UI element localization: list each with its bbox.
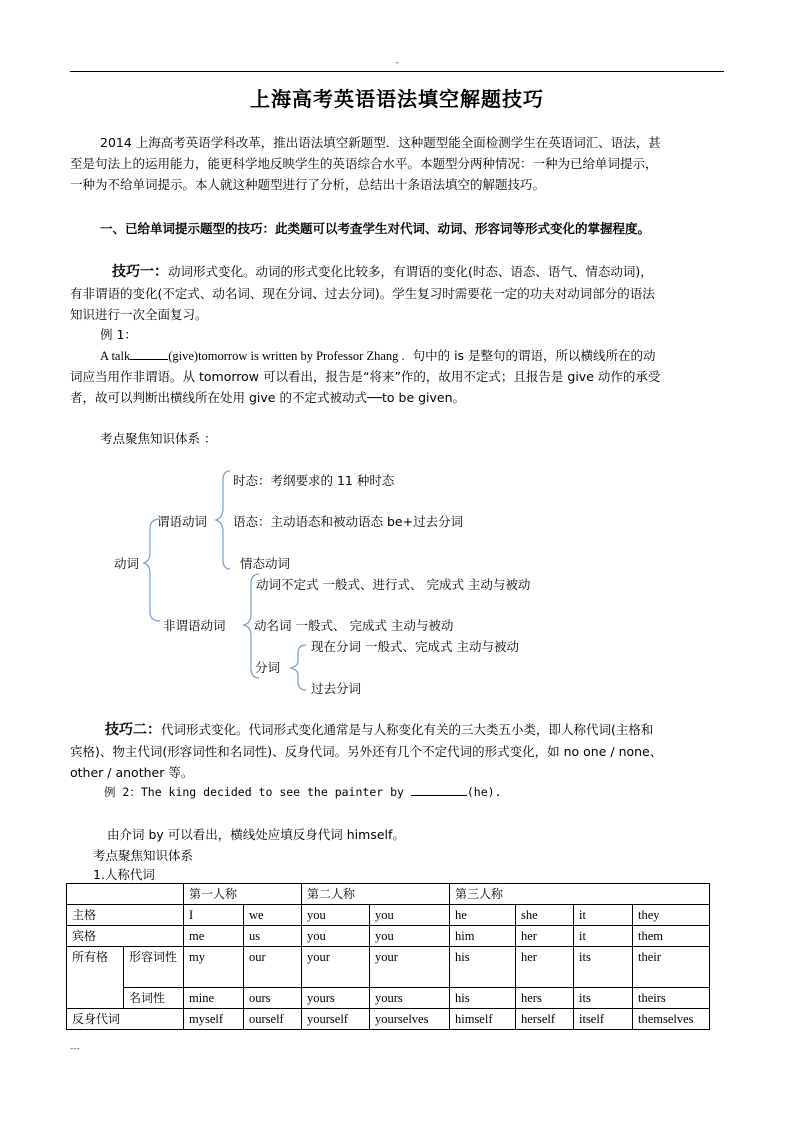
example-1-explain-1: 词应当用作非谓语。从 tomorrow 可以看出，报告是“将来”作的，故用不定式；且报告是 give 动作的承受 [70,369,661,384]
table-cell: her [516,947,574,988]
tip1-line-3: 知识进行一次全面复习。 [70,307,208,322]
table-cell: hers [516,988,574,1009]
table-cell: they [633,905,710,926]
table-cell: its [574,988,633,1009]
table-cell: herself [516,1009,574,1030]
head-first-person: 第一人称 [184,884,302,905]
head-second-person: 第二人称 [302,884,450,905]
example-1-after: (give)tomorrow is written by Professor Zhang . [168,349,405,363]
table-cell: his [450,988,516,1009]
table-row-possessive-noun [67,988,710,1009]
node-predicate-verb: 谓语动词 [157,514,208,529]
knowledge-heading-2: 考点聚焦知识体系 [93,848,194,863]
table-cell: it [574,905,633,926]
table-cell: theirs [633,988,710,1009]
bracket-participle [291,645,306,690]
table-cell: yourselves [370,1009,450,1030]
row-label: 主格 [67,905,184,926]
tip2-line-3: other / another 等。 [70,765,194,780]
tip1-label: 技巧一： [112,264,168,280]
tip1-line-1: 动词形式变化。动词的形式变化比较多，有谓语的变化(时态、语态、语气、情态动词)， [168,264,653,279]
table-cell: yourself [302,1009,370,1030]
tip2-label: 技巧二： [105,722,161,738]
answer-blank-2 [411,783,467,796]
table-cell: my [184,947,244,988]
table-row-objective [67,926,710,947]
table-cell: them [633,926,710,947]
table-cell: you [302,926,370,947]
table-title: 1.人称代词 [93,867,155,882]
table-cell: she [516,905,574,926]
tip2-line-2: 宾格)、物主代词(形容词性和名词性)、反身代词。另外还有几个不定代词的形式变化，如 no one / none、 [70,744,663,759]
tip2-paragraph [70,719,726,783]
table-cell: ours [244,988,302,1009]
example-2-before: 例 2：The king decided to see the painter by [104,785,411,799]
table-cell: themselves [633,1009,710,1030]
personal-pronoun-table [66,883,710,1030]
example-2-explanation: 由介词 by 可以看出，横线处应填反身代词 himself。 [107,827,405,842]
example-1-tail: 句中的 is 是整句的谓语，所以横线所在的动 [412,348,656,363]
section-1-heading: 一、已给单词提示题型的技巧：此类题可以考查学生对代词、动词、形容词等形式变化的掌握程度。 [100,221,651,236]
table-cell: itself [574,1009,633,1030]
node-infinitive: 动词不定式 一般式、进行式、 完成式 主动与被动 [256,577,531,592]
table-cell: ourself [244,1009,302,1030]
table-cell: his [450,947,516,988]
row-label: 宾格 [67,926,184,947]
bracket-nonpredicate [244,574,259,678]
table-cell: you [370,926,450,947]
table-row-reflexive [67,1009,710,1030]
tip2-line-1: 代词形式变化。代词形式变化通常是与人称变化有关的三大类五小类，即人称代词(主格和 [161,722,654,737]
table-cell: you [370,905,450,926]
header-mark: - [395,58,399,68]
table-cell: you [302,905,370,926]
intro-line-2: 至是句法上的运用能力，能更科学地反映学生的英语综合水平。本题型分两种情况：一种为已给单词提示， [70,156,658,171]
table-cell: your [302,947,370,988]
sub-label-adjective: 形容词性 [124,947,184,988]
table-row-nominative [67,905,710,926]
table-cell: her [516,926,574,947]
table-cell: yours [370,988,450,1009]
page-title: 上海高考英语语法填空解题技巧 [250,87,544,111]
bracket-verb [144,519,160,621]
footer-mark: --- [70,1044,80,1054]
node-tense: 时态：考纲要求的 11 种时态 [233,473,395,488]
node-modal: 情态动词 [240,556,291,571]
table-cell: it [574,926,633,947]
table-cell: its [574,947,633,988]
sub-label-noun: 名词性 [124,988,184,1009]
table-cell: me [184,926,244,947]
node-nonpredicate-verb: 非谓语动词 [163,618,226,633]
node-participle: 分词 [255,660,281,675]
example-1-before: A talk [100,349,131,363]
tip1-line-2: 有非谓语的变化(不定式、动名词、现在分词、过去分词)。学生复习时需要花一定的功夫对动词部分的语法 [70,286,655,301]
table-head-row [67,884,710,905]
table-cell: our [244,947,302,988]
table-cell: their [633,947,710,988]
table-cell: himself [450,1009,516,1030]
row-label: 反身代词 [67,1009,184,1030]
node-voice: 语态：主动语态和被动语态 be+过去分词 [233,514,464,529]
table-cell: him [450,926,516,947]
row-label: 所有格 [67,947,124,1009]
node-past-participle: 过去分词 [311,681,362,696]
diagram-heading: 考点聚焦知识体系 ： [100,431,217,446]
example-1-explain-2: 者，故可以判断出横线所在处用 give 的不定式被动式──to be given。 [70,390,466,405]
table-cell: your [370,947,450,988]
node-verb: 动词 [114,556,140,571]
table-cell: us [244,926,302,947]
table-cell: we [244,905,302,926]
table-cell: mine [184,988,244,1009]
bracket-predicate [216,471,230,569]
table-corner [67,884,184,905]
table-cell: I [184,905,244,926]
node-gerund: 动名词 一般式、 完成式 主动与被动 [254,618,454,633]
table-row-possessive-adj [67,947,710,988]
example-2-after: (he). [466,785,502,799]
example-2-sentence [104,782,502,803]
example-1-label: 例 1： [100,327,137,342]
head-third-person: 第三人称 [450,884,710,905]
node-present-participle: 现在分词 一般式、完成式 主动与被动 [311,639,519,654]
table-cell: yours [302,988,370,1009]
intro-line-1: 2014 上海高考英语学科改革，推出语法填空新题型．这种题型能全面检测学生在英语词汇、语法，甚 [100,135,661,150]
intro-line-3: 一种为不给单词提示。本人就这种题型进行了分析，总结出十条语法填空的解题技巧。 [70,177,546,192]
table-cell: he [450,905,516,926]
table-cell: myself [184,1009,244,1030]
